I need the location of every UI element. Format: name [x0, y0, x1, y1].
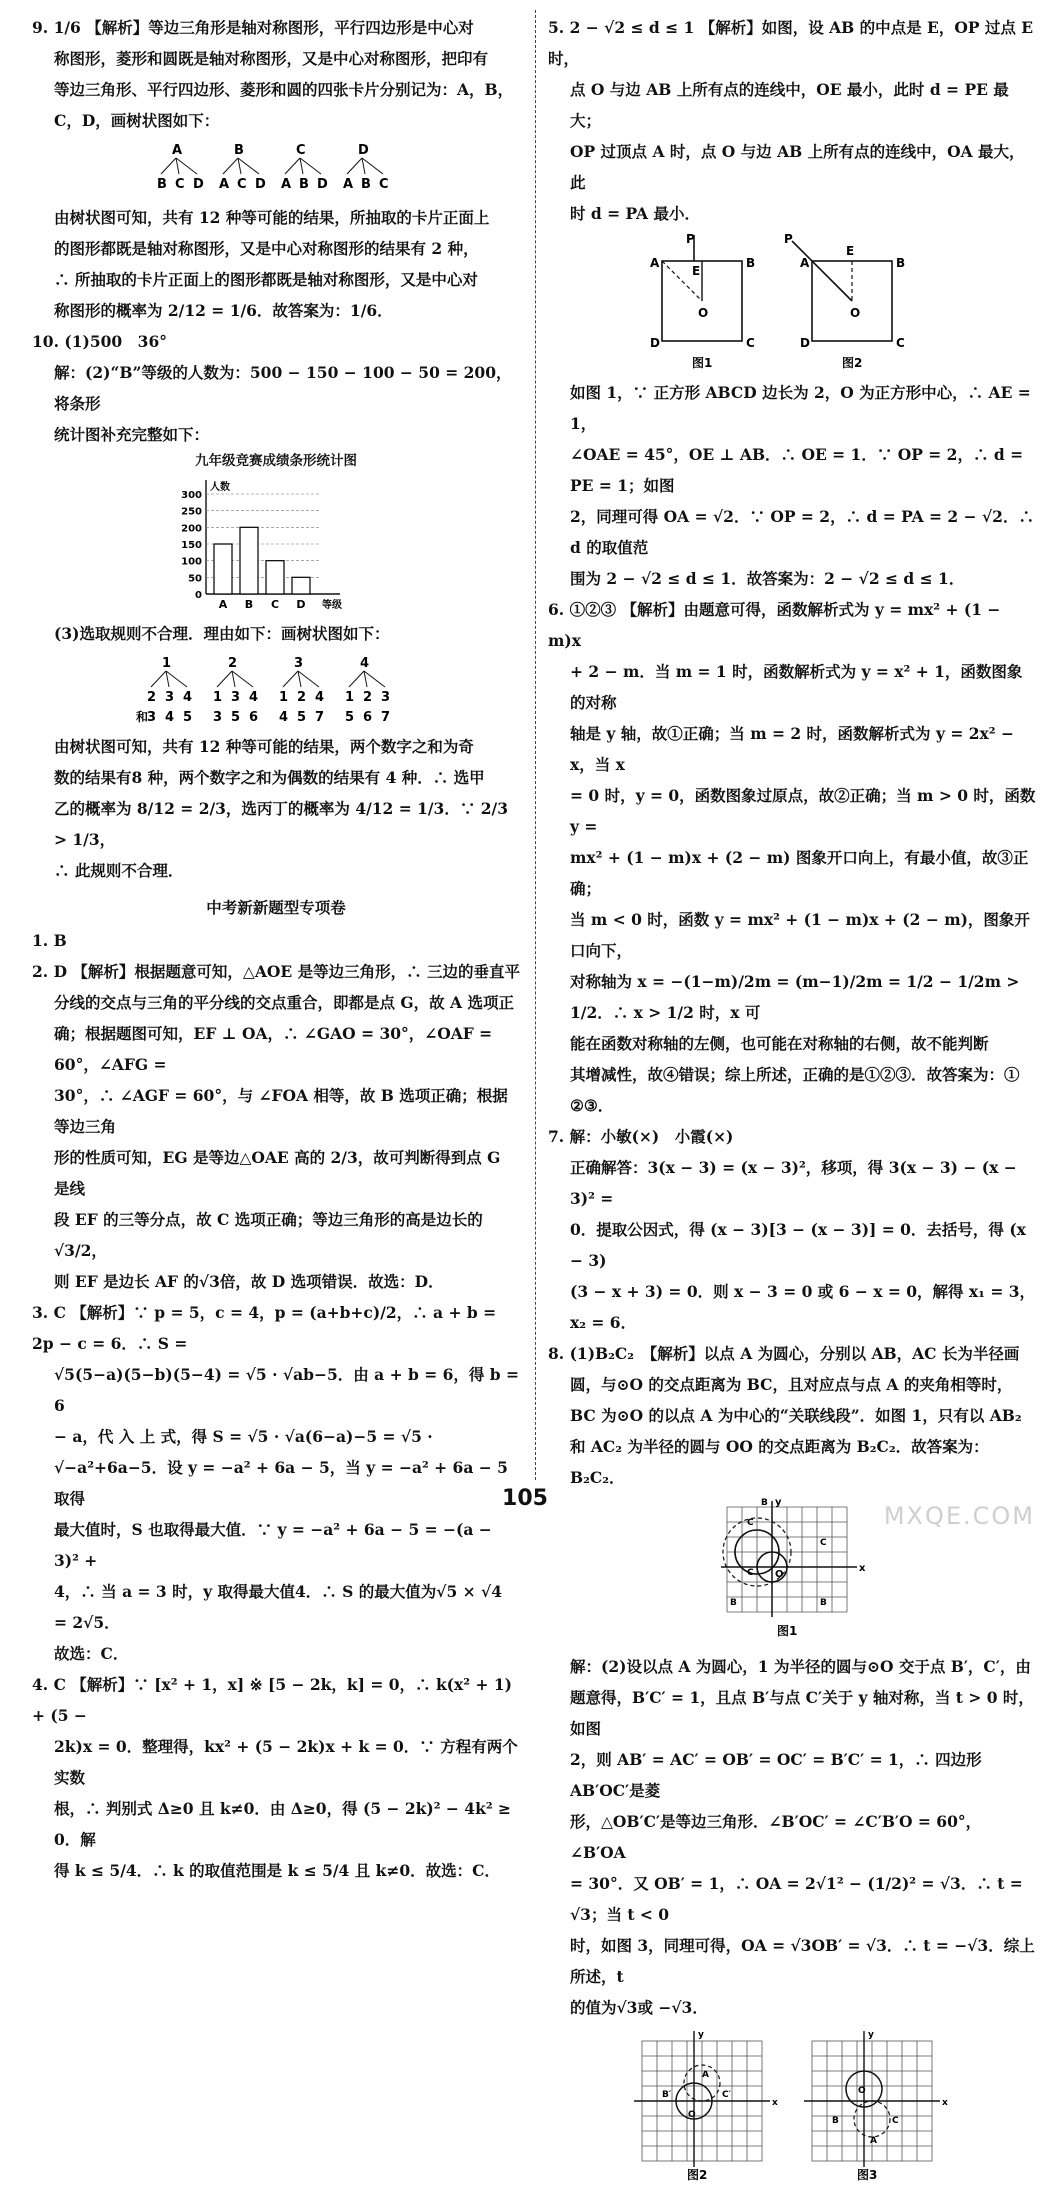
- fig-label: 图1: [777, 1624, 798, 1638]
- fig-label: 图2: [842, 356, 863, 370]
- q9-line: 9. 1/6 【解析】等边三角形是轴对称图形，平行四边形是中心对: [32, 18, 474, 37]
- svg-text:A: A: [870, 2136, 877, 2146]
- s7-line: 7. 解：小敏(×) 小霞(×): [548, 1127, 734, 1146]
- s6-line: 当 m < 0 时，函数 y = mx² + (1 − m)x + (2 − m)，图象开口向下，: [570, 910, 1030, 960]
- svg-text:C′: C′: [722, 2090, 731, 2100]
- tree-leaf: 2: [297, 690, 307, 705]
- s2-line: 段 EF 的三等分点，故 C 选项正确；等边三角形的高是边长的√3/2，: [54, 1210, 483, 1260]
- tree-leaf: 1: [345, 690, 355, 705]
- tree-sum-label: 和: [136, 710, 149, 724]
- tree-leaf: A: [219, 177, 230, 192]
- chart-title: 九年级竞赛成绩条形统计图: [195, 453, 357, 469]
- svg-text:O: O: [858, 2086, 866, 2096]
- section-title: 中考新新题型专项卷: [206, 898, 346, 917]
- y-tick-label: 100: [181, 556, 202, 568]
- q9-block: [32, 12, 520, 326]
- tree-leaf: 4: [183, 690, 193, 705]
- s6-line: + 2 − m．当 m = 1 时，函数解析式为 y = x² + 1，函数图象的对称: [570, 662, 1023, 712]
- tree-leaf: 1: [279, 690, 289, 705]
- tree-root: 3: [294, 656, 304, 671]
- tree-leaf: B: [361, 177, 371, 192]
- tree-branch: [217, 671, 232, 687]
- grid-figure-1: [717, 1497, 867, 1647]
- svg-text:B: B: [730, 1598, 737, 1608]
- tree-leaf: 2: [363, 690, 373, 705]
- svg-text:C: C: [746, 336, 755, 350]
- q10-tree-diagram: [136, 653, 416, 727]
- q10-line: (3)选取规则不合理．理由如下：画树状图如下：: [54, 624, 390, 643]
- fig-label: 图3: [857, 2168, 878, 2182]
- s5-line: 2，同理可得 OA = √2．∵ OP = 2，∴ d = PA = 2 − √2．∴ d 的取值范: [570, 507, 1034, 557]
- y-axis-label: 人数: [210, 482, 230, 493]
- tree-root: 1: [162, 656, 172, 671]
- tree-branch: [298, 671, 319, 687]
- tree-sum: 4: [165, 710, 175, 725]
- s5-line: 如图 1，∵ 正方形 ABCD 边长为 2，O 为正方形中心，∴ AE = 1，: [570, 383, 1031, 433]
- s7-line: 0．提取公因式，得 (x − 3)[3 − (x − 3)] = 0．去括号，得 (x − 3): [570, 1220, 1026, 1270]
- s7-line: (3 − x + 3) = 0．则 x − 3 = 0 或 6 − x = 0，解得 x₁ = 3，x₂ = 6．: [570, 1282, 1036, 1332]
- s2-line: 2. D 【解析】根据题意可知，△AOE 是等边三角形，∴ 三边的垂直平: [32, 962, 520, 981]
- svg-text:x: x: [859, 1563, 866, 1574]
- tree-sum: 4: [279, 710, 289, 725]
- s8-line: 2，则 AB′ = AC′ = OB′ = OC′ = B′C′ = 1，∴ 四边形 AB′OC′是菱: [570, 1750, 982, 1800]
- tree-leaf: C: [237, 177, 247, 192]
- y-tick-label: 0: [195, 590, 202, 601]
- s3-line: 最大值时，S 也取得最大值．∵ y = −a² + 6a − 5 = −(a − 3)² +: [54, 1520, 492, 1570]
- s2-line: 确；根据题图可知，EF ⊥ OA，∴ ∠GAO = 30°，∠OAF = 60°，∠AFG =: [54, 1024, 493, 1074]
- s6-line: 其增减性，故④错误；综上所述，正确的是①②③．故答案为：①: [570, 1065, 1020, 1084]
- s6-line: = 0 时，y = 0，函数图象过原点，故②正确；当 m > 0 时，函数 y =: [570, 786, 1036, 836]
- tree-branch: [349, 671, 364, 687]
- fig-label: 图1: [692, 356, 713, 370]
- s8-line: 形，△OB′C′是等边三角形．∠B′OC′ = ∠C′B′O = 60°，∠B′OA: [570, 1812, 982, 1862]
- tree-root: 2: [228, 656, 238, 671]
- tree-sum: 5: [345, 710, 355, 725]
- s5-line: 5. 2 − √2 ≤ d ≤ 1 【解析】如图，设 AB 的中点是 E，OP 过点 E 时，: [548, 18, 1034, 68]
- tree-leaf: 3: [381, 690, 391, 705]
- svg-text:C: C: [820, 1538, 827, 1548]
- tree-branch: [300, 158, 321, 174]
- tree-leaf: 4: [249, 690, 259, 705]
- svg-text:D: D: [650, 336, 660, 350]
- q10-heading: 10. (1)500 36°: [32, 332, 167, 351]
- s8-line: 和 AC₂ 为半径的圆与 OO 的交点距离为 B₂C₂．故答案为：B₂C₂．: [570, 1437, 989, 1487]
- x-axis-label: 等级: [322, 600, 342, 611]
- q9-line: 的图形都既是轴对称图形，又是中心对称图形的结果有 2 种，: [54, 239, 479, 258]
- s6-line: mx² + (1 − m)x + (2 − m) 图象开口向上，有最小值，故③正确；: [570, 848, 1029, 898]
- tree-sum: 6: [249, 710, 259, 725]
- q10-line: 统计图补充完整如下：: [54, 425, 210, 444]
- s7-block: [548, 1121, 1036, 1338]
- q9-line: C，D，画树状图如下：: [54, 111, 220, 130]
- x-tick-label: B: [244, 598, 254, 611]
- tree-leaf: A: [343, 177, 354, 192]
- tree-sum: 3: [213, 710, 223, 725]
- q9-line: 称图形，菱形和圆既是轴对称图形，又是中心对称图形，把印有: [54, 49, 489, 68]
- fig-label: 图2: [687, 2168, 708, 2182]
- tree-branch: [283, 671, 298, 687]
- svg-text:O: O: [850, 306, 861, 320]
- right-column: [548, 12, 1036, 2187]
- tree-root: C: [296, 143, 306, 158]
- x-tick-label: D: [296, 598, 306, 611]
- q10-line: 数的结果有8 种，两个数字之和为偶数的结果有 4 种．∴ 选甲: [54, 768, 485, 787]
- tree-sum: 7: [315, 710, 325, 725]
- tree-branch: [238, 158, 259, 174]
- s8-block: [548, 1338, 1036, 2183]
- square-figure-1: [650, 233, 755, 370]
- tree-branch: [176, 158, 197, 174]
- svg-text:C: C: [896, 336, 905, 350]
- s2-block: [32, 956, 520, 1297]
- page-number: 105: [502, 1486, 548, 1511]
- q10-line: 解：(2)“B”等级的人数为：500 − 150 − 100 − 50 = 200，将条形: [54, 363, 512, 413]
- bar-B: [240, 527, 258, 594]
- svg-text:B: B: [896, 256, 906, 270]
- s6-line: 轴是 y 轴，故①正确；当 m = 2 时，函数解析式为 y = 2x² − x，当 x: [570, 724, 1014, 774]
- s5-line: OP 过顶点 A 时，点 O 与边 AB 上所有点的连线中，OA 最大，此: [570, 142, 1025, 192]
- y-tick-label: 300: [181, 490, 202, 501]
- svg-text:O: O: [775, 1569, 784, 1580]
- tree-leaf: 3: [231, 690, 241, 705]
- tree-sum: 6: [363, 710, 373, 725]
- svg-text:C: C: [747, 1518, 754, 1528]
- svg-text:x: x: [772, 2098, 778, 2108]
- square-figures: [642, 233, 942, 373]
- tree-leaf: C: [379, 177, 389, 192]
- y-tick-label: 250: [181, 506, 202, 518]
- q9-line: 由树状图可知，共有 12 种等可能的结果，所抽取的卡片正面上: [54, 208, 490, 227]
- s5-block: [548, 12, 1036, 594]
- tree-branch: [151, 671, 166, 687]
- s4-line: 根，∴ 判别式 Δ≥0 且 k≠0．由 Δ≥0，得 (5 − 2k)² − 4k² ≥ 0．解: [54, 1799, 512, 1849]
- tree-leaf: D: [193, 177, 204, 192]
- tree-leaf: B: [299, 177, 309, 192]
- s3-line: 3. C 【解析】∵ p = 5，c = 4，p = (a+b+c)/2，∴ a + b = 2p − c = 6．∴ S =: [32, 1303, 497, 1353]
- s3-line: − a，代 入 上 式，得 S = √5 · √a(6−a)−5 = √5 ·: [54, 1427, 433, 1446]
- s3-line: 4，∴ 当 a = 3 时，y 取得最大值4．∴ S 的最大值为√5 × √4 = 2√5．: [54, 1582, 502, 1632]
- s8-line: = 30°．又 OB′ = 1，∴ OA = 2√1² − (1/2)² = √3．∴ t = √3；当 t < 0: [570, 1874, 1023, 1924]
- s6-line: 对称轴为 x = −(1−m)/2m = (m−1)/2m = 1/2 − 1/2m > 1/2．∴ x > 1/2 时，x 可: [570, 972, 1020, 1022]
- svg-text:y: y: [868, 2030, 874, 2040]
- tree-root: 4: [360, 656, 370, 671]
- s3-line: √−a²+6a−5．设 y = −a² + 6a − 5，当 y = −a² + 6a − 5 取得: [54, 1458, 508, 1508]
- grid-figures-2-3: [632, 2027, 952, 2183]
- svg-text:y: y: [775, 1497, 782, 1508]
- svg-text:x: x: [942, 2098, 948, 2108]
- svg-text:A: A: [800, 256, 810, 270]
- s6-line: ②③．: [570, 1096, 614, 1115]
- svg-text:B: B: [746, 256, 756, 270]
- svg-text:A: A: [702, 2070, 709, 2080]
- s4-line: 2k)x = 0．整理得，kx² + (5 − 2k)x + k = 0．∵ 方程有两个实数: [54, 1737, 518, 1787]
- bar-chart: [166, 476, 386, 614]
- x-tick-label: A: [218, 598, 228, 611]
- tree-root: D: [358, 143, 369, 158]
- s6-line: 6. ①②③ 【解析】由题意可得，函数解析式为 y = mx² + (1 − m)x: [548, 600, 1001, 650]
- svg-text:E: E: [846, 244, 855, 258]
- s6-block: [548, 594, 1036, 1121]
- svg-text:B: B: [820, 1598, 827, 1608]
- s8-line: 的值为√3或 −√3．: [570, 1998, 708, 2017]
- tree-branch: [362, 158, 383, 174]
- x-tick-label: C: [270, 598, 280, 611]
- svg-text:C: C: [892, 2116, 899, 2126]
- svg-text:E: E: [692, 264, 701, 278]
- q10-block: [32, 326, 520, 886]
- s3-line: √5(5−a)(5−b)(5−4) = √5 · √ab−5．由 a + b = 6，得 b = 6: [54, 1365, 519, 1415]
- watermark: MXQE.COM: [883, 1502, 1035, 1530]
- s4-line: 4. C 【解析】∵ [x² + 1，x] ※ [5 − 2k，k] = 0，∴ k(x² + 1) + (5 −: [32, 1675, 512, 1725]
- svg-text:O: O: [688, 2110, 696, 2120]
- q10-line: 由树状图可知，共有 12 种等可能的结果，两个数字之和为奇: [54, 737, 474, 756]
- tree-branch: [347, 158, 362, 174]
- tree-branch: [223, 158, 238, 174]
- s8-line: 圆，与⊙O 的交点距离为 BC，且对应点与点 A 的夹角相等时，: [570, 1375, 1013, 1394]
- tree-leaf: A: [281, 177, 292, 192]
- square-figure-2: [784, 233, 905, 370]
- tree-leaf: C: [175, 177, 185, 192]
- tree-sum: 3: [147, 710, 157, 725]
- s4-block: [32, 1669, 520, 1886]
- q10-line: 乙的概率为 8/12 = 2/3，选丙丁的概率为 4/12 = 1/3．∵ 2/3 > 1/3，: [54, 799, 508, 849]
- s3-block: [32, 1297, 520, 1669]
- y-tick-label: 200: [181, 523, 202, 535]
- svg-text:P: P: [784, 233, 793, 246]
- q10-line: ∴ 此规则不合理．: [54, 861, 184, 880]
- s7-line: 正确解答：3(x − 3) = (x − 3)²，移项，得 3(x − 3) − (x − 3)² =: [570, 1158, 1017, 1208]
- tree-branch: [364, 671, 385, 687]
- left-column: [32, 12, 520, 1886]
- s8-line: 解：(2)设以点 A 为圆心，1 为半径的圆与⊙O 交于点 B′，C′，由: [570, 1657, 1031, 1676]
- s8-line: 时，如图 3，同理可得，OA = √3OB′ = √3．∴ t = −√3．综上所述，t: [570, 1936, 1035, 1986]
- q9-line: 等边三角形、平行四边形、菱形和圆的四张卡片分别记为：A，B，: [54, 80, 514, 99]
- svg-text:C: C: [747, 1568, 754, 1578]
- tree-root: B: [234, 143, 244, 158]
- tree-leaf: D: [255, 177, 266, 192]
- s3-line: 故选：C．: [54, 1644, 129, 1663]
- s5-line: 围为 2 − √2 ≤ d ≤ 1．故答案为：2 − √2 ≤ d ≤ 1．: [570, 569, 965, 588]
- tree-root: A: [172, 143, 183, 158]
- s8-line: 题意得，B′C′ = 1，且点 B′与点 C′关于 y 轴对称，当 t > 0 时，如图: [570, 1688, 1034, 1738]
- svg-text:B: B: [832, 2116, 839, 2126]
- bar-A: [214, 544, 232, 594]
- tree-sum: 5: [183, 710, 193, 725]
- s5-line: 点 O 与边 AB 上所有点的连线中，OE 最小，此时 d = PE 最大；: [570, 80, 1009, 130]
- tree-leaf: 1: [213, 690, 223, 705]
- svg-text:D: D: [800, 336, 810, 350]
- s8-line: 8. (1)B₂C₂ 【解析】以点 A 为圆心，分别以 AB，AC 长为半径画: [548, 1344, 1020, 1363]
- tree-leaf: B: [157, 177, 167, 192]
- tree-branch: [285, 158, 300, 174]
- svg-text:P: P: [686, 233, 695, 246]
- svg-text:O: O: [698, 306, 709, 320]
- tree-branch: [166, 671, 187, 687]
- s5-line: ∠OAE = 45°，OE ⊥ AB．∴ OE = 1．∵ OP = 2，∴ d = PE = 1；如图: [570, 445, 1024, 495]
- s2-line: 则 EF 是边长 AF 的√3倍，故 D 选项错误．故选：D．: [54, 1272, 444, 1291]
- svg-text:y: y: [698, 2030, 704, 2040]
- tree-branch: [232, 671, 253, 687]
- svg-text:B′: B′: [662, 2090, 672, 2100]
- bar-C: [266, 561, 284, 594]
- y-tick-label: 150: [181, 540, 202, 551]
- q9-line: 称图形的概率为 2/12 = 1/6．故答案为：1/6．: [54, 301, 393, 320]
- tree-leaf: 4: [315, 690, 325, 705]
- tree-leaf: 3: [165, 690, 175, 705]
- tree-sum: 5: [231, 710, 241, 725]
- s5-line: 时 d = PA 最小．: [570, 204, 700, 223]
- s2-line: 形的性质可知，EG 是等边△OAE 高的 2/3，故可判断得到点 G 是线: [54, 1148, 501, 1198]
- tree-branch: [161, 158, 176, 174]
- bar-D: [292, 577, 310, 594]
- tree-sum: 7: [381, 710, 391, 725]
- svg-text:A: A: [650, 256, 660, 270]
- column-divider: [535, 10, 536, 1480]
- s8-line: BC 为⊙O 的以点 A 为中心的“关联线段”．如图 1，只有以 AB₂: [570, 1406, 1022, 1425]
- s2-line: 分线的交点与三角的平分线的交点重合，即都是点 G，故 A 选项正: [54, 993, 514, 1012]
- s1-answer: 1. B: [32, 931, 67, 950]
- tree-sum: 5: [297, 710, 307, 725]
- q9-tree-diagram: [146, 140, 406, 198]
- tree-leaf: D: [317, 177, 328, 192]
- s2-line: 30°，∴ ∠AGF = 60°，与 ∠FOA 相等，故 B 选项正确；根据等边三角: [54, 1086, 508, 1136]
- y-tick-label: 50: [188, 573, 202, 585]
- tree-leaf: 2: [147, 690, 157, 705]
- q9-line: ∴ 所抽取的卡片正面上的图形都既是轴对称图形，又是中心对: [54, 270, 478, 289]
- svg-text:B: B: [761, 1498, 768, 1508]
- s4-line: 得 k ≤ 5/4．∴ k 的取值范围是 k ≤ 5/4 且 k≠0．故选：C．: [54, 1861, 500, 1880]
- s6-line: 能在函数对称轴的左侧，也可能在对称轴的右侧，故不能判断: [570, 1034, 989, 1053]
